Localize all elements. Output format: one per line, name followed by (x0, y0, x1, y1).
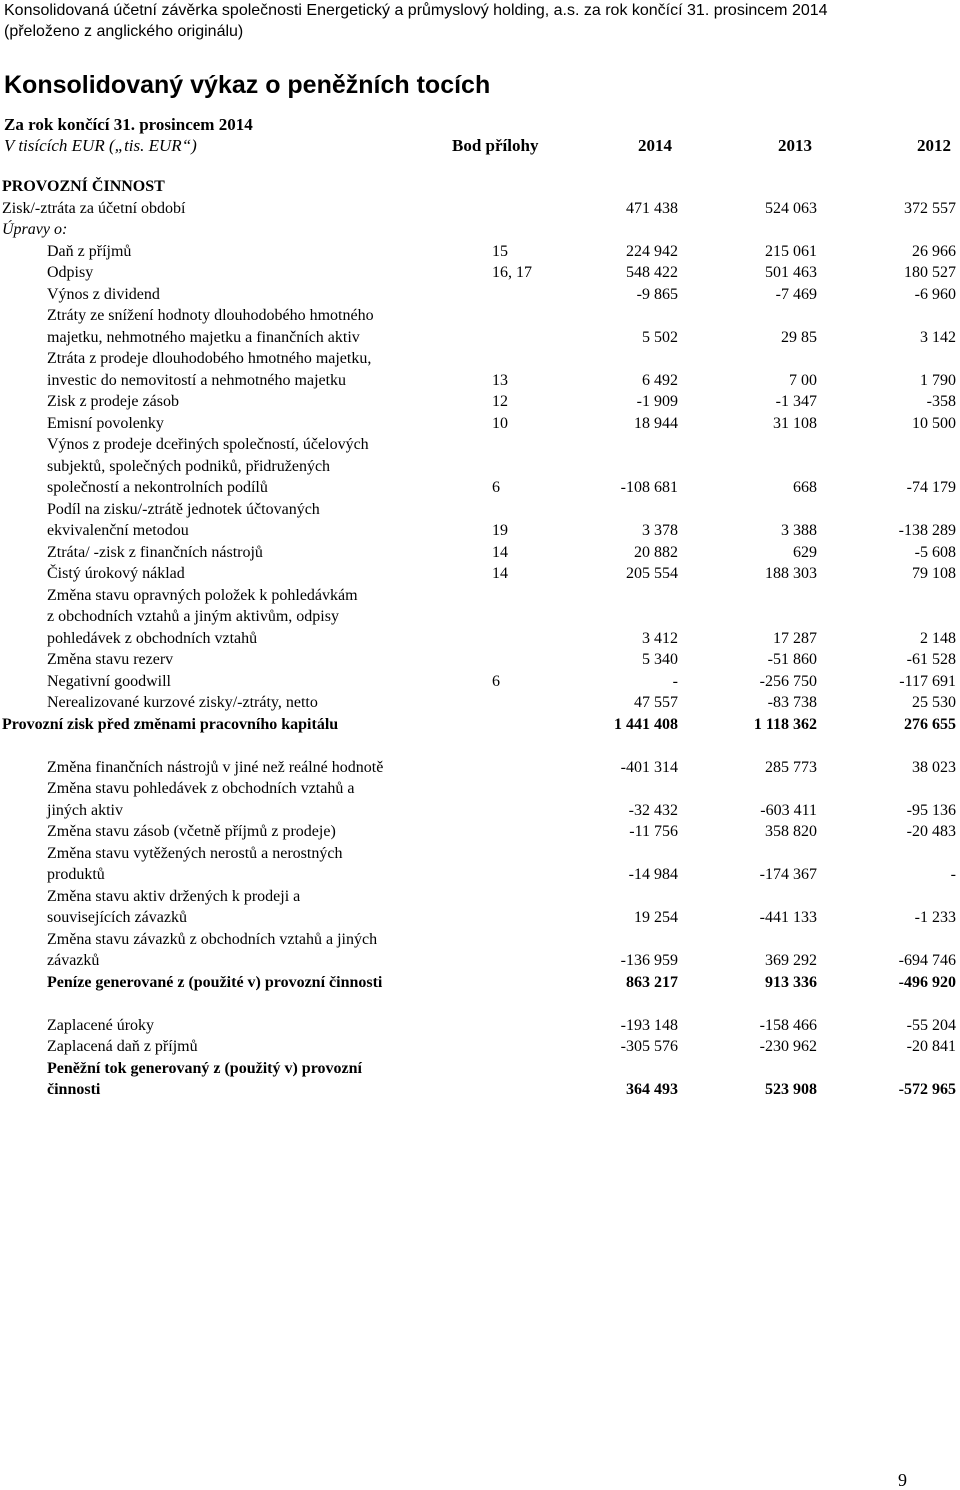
value-2014: -136 959 (620, 952, 678, 969)
value-2012: 25 530 (912, 694, 956, 711)
value-2013: 501 463 (765, 264, 817, 281)
value-2014: 18 944 (634, 414, 678, 432)
value-2012: - (950, 866, 956, 883)
row-label: Ztráta z prodeje dlouhodobého hmotného majetku, (47, 350, 372, 367)
value-2013: 7 00 (789, 371, 817, 389)
value-2012: 79 108 (912, 565, 956, 582)
value-2013: 215 061 (765, 242, 817, 260)
row-label: závazků (47, 952, 100, 969)
row-label: subjektů, společných podniků, přidružených (47, 457, 331, 475)
value-2012: -358 (926, 393, 956, 410)
value-2014: 6 492 (642, 371, 678, 389)
row-label: souvisejících závazků (47, 909, 187, 926)
row-note-ref: 6 (492, 672, 500, 690)
value-2012: -74 179 (906, 479, 956, 496)
row-label: investic do nemovitostí a nehmotného majetku (47, 371, 347, 389)
value-2012: 372 557 (904, 199, 956, 217)
table-row (0, 284, 960, 306)
table-row (0, 972, 960, 994)
value-2012: 26 966 (912, 242, 956, 260)
value-2012: -5 608 (914, 543, 956, 561)
table-row (0, 370, 960, 392)
row-note-ref: 15 (492, 242, 508, 260)
table-row (0, 1079, 960, 1101)
table-row (0, 778, 960, 800)
value-2013: -83 738 (767, 694, 817, 711)
value-2013: 188 303 (765, 565, 817, 582)
value-2012: -117 691 (899, 672, 956, 690)
value-2014: -1 909 (636, 393, 678, 410)
table-row (0, 671, 960, 693)
value-2014: 364 493 (626, 1081, 678, 1098)
row-note-ref: 13 (492, 371, 508, 389)
table-row (0, 821, 960, 843)
value-2012: 10 500 (912, 414, 956, 432)
value-2013: -1 347 (775, 393, 817, 410)
table-row (0, 499, 960, 521)
row-note-ref: 10 (492, 414, 508, 432)
column-header-2013: 2013 (778, 136, 812, 155)
table-row (0, 649, 960, 671)
row-label: Peníze generované z (použité v) provozní činnosti (47, 973, 383, 991)
row-note-ref: 12 (492, 393, 508, 410)
value-2013: 523 908 (765, 1081, 817, 1098)
value-2014: -14 984 (628, 866, 678, 883)
value-2013: -441 133 (759, 909, 817, 926)
row-label: Změna finančních nástrojů v jiné než reálné hodnotě (47, 758, 384, 776)
row-label: Daň z příjmů (47, 242, 132, 260)
row-note-ref: 14 (492, 543, 508, 561)
value-2014: 5 502 (642, 328, 678, 346)
table-row (0, 1058, 960, 1080)
value-2012: 38 023 (912, 758, 956, 776)
value-2014: 19 254 (634, 909, 678, 926)
row-label: Negativní goodwill (47, 672, 171, 690)
table-row (0, 886, 960, 908)
table-row (0, 219, 960, 241)
row-label: Změna stavu opravných položek k pohledávkám (47, 586, 358, 604)
row-label: ekvivalenční metodou (47, 522, 189, 539)
row-label: majetku, nehmotného majetku a finančních aktiv (47, 328, 360, 346)
value-2012: -6 960 (914, 285, 956, 303)
table-row (0, 864, 960, 886)
value-2013: -230 962 (759, 1038, 817, 1055)
value-2014: -11 756 (629, 823, 678, 840)
value-2012: 3 142 (920, 328, 956, 346)
value-2014: -9 865 (636, 285, 678, 303)
table-row (0, 477, 960, 499)
table-row (0, 434, 960, 456)
row-label: Peněžní tok generovaný z (použitý v) provozní (47, 1059, 362, 1077)
row-label: jiných aktiv (47, 801, 123, 819)
row-note-ref: 16, 17 (492, 264, 532, 281)
value-2012: 276 655 (904, 715, 956, 733)
value-2013: 913 336 (765, 973, 817, 991)
table-row (0, 929, 960, 951)
table-row (0, 241, 960, 263)
value-2014: -401 314 (620, 758, 678, 776)
value-2013: -51 860 (767, 651, 817, 668)
row-label: Změna stavu zásob (včetně příjmů z prodeje) (47, 823, 336, 840)
row-label: Zaplacená daň z příjmů (47, 1038, 198, 1055)
value-2013: 358 820 (765, 823, 817, 840)
table-row (0, 692, 960, 714)
row-label: Zisk/-ztráta za účetní období (2, 199, 186, 217)
value-2013: 629 (793, 543, 817, 561)
row-label: společností a nekontrolních podílů (47, 479, 268, 496)
row-label: Změna stavu pohledávek z obchodních vztahů a (47, 780, 355, 797)
value-2014: 3 412 (642, 629, 678, 647)
row-label: Ztráty ze snížení hodnoty dlouhodobého hmotného (47, 307, 374, 324)
table-row (0, 735, 960, 757)
value-2014: 20 882 (634, 543, 678, 561)
table-row (0, 198, 960, 220)
value-2012: -496 920 (898, 973, 956, 991)
value-2014: 205 554 (626, 565, 678, 582)
value-2014: 5 340 (642, 651, 678, 668)
value-2013: 29 85 (781, 328, 817, 346)
value-2014: -32 432 (628, 801, 678, 819)
row-label: produktů (47, 866, 105, 883)
value-2012: -55 204 (906, 1016, 956, 1034)
page-title: Konsolidovaný výkaz o peněžních tocích (4, 71, 491, 99)
value-2014: -193 148 (620, 1016, 678, 1034)
value-2013: -7 469 (775, 285, 817, 303)
table-row (0, 714, 960, 736)
row-label: z obchodních vztahů a jiným aktivům, odpisy (47, 608, 339, 625)
document-header (4, 0, 828, 42)
table-row (0, 1036, 960, 1058)
value-2012: -61 528 (906, 651, 956, 668)
value-2014: 548 422 (626, 264, 678, 281)
table-row (0, 950, 960, 972)
row-label: Změna stavu rezerv (47, 651, 174, 668)
value-2014: -108 681 (620, 479, 678, 496)
value-2014: 3 378 (642, 522, 678, 539)
column-header-note: Bod přílohy (452, 136, 539, 155)
value-2012: -20 841 (906, 1038, 956, 1055)
table-row (0, 413, 960, 435)
row-label: Čistý úrokový náklad (47, 565, 185, 582)
table-row (0, 563, 960, 585)
table-row (0, 1015, 960, 1037)
value-2012: -20 483 (906, 823, 956, 840)
row-label: Ztráta/ -zisk z finančních nástrojů (47, 543, 263, 561)
row-label: Úpravy o: (2, 221, 68, 238)
value-2014: 224 942 (626, 242, 678, 260)
value-2014: 47 557 (634, 694, 678, 711)
table-row (0, 348, 960, 370)
value-2014: 471 438 (626, 199, 678, 217)
table-row (0, 843, 960, 865)
value-2014: 863 217 (626, 973, 678, 991)
value-2013: 1 118 362 (753, 715, 817, 733)
value-2013: -603 411 (760, 801, 817, 819)
row-label: Výnos z prodeje dceřiných společností, účelových (47, 436, 369, 453)
row-label: Podíl na zisku/-ztrátě jednotek účtovaných (47, 500, 320, 518)
header-line-1: Konsolidovaná účetní závěrka společnosti Energetický a průmyslový holding, a.s. za rok končící 31. prosincem 2014 (4, 2, 828, 19)
value-2013: -174 367 (759, 866, 817, 883)
table-row (0, 391, 960, 413)
table-row (0, 628, 960, 650)
value-2012: -1 233 (914, 909, 956, 926)
row-label: PROVOZNÍ ČINNOST (2, 178, 165, 195)
row-label: Změna stavu aktiv držených k prodeji a (47, 887, 301, 905)
row-note-ref: 14 (492, 565, 508, 582)
table-row (0, 907, 960, 929)
value-2013: 369 292 (765, 952, 817, 969)
value-2014: - (672, 672, 678, 690)
value-2012: -95 136 (906, 801, 956, 819)
value-2013: 285 773 (765, 758, 817, 776)
table-row (0, 542, 960, 564)
table-row (0, 757, 960, 779)
value-2013: -256 750 (759, 672, 817, 690)
table-row (0, 993, 960, 1015)
table-row (0, 520, 960, 542)
value-2013: -158 466 (759, 1016, 817, 1034)
value-2012: -138 289 (898, 522, 956, 539)
period-subtitle: Za rok končící 31. prosincem 2014 (4, 115, 253, 134)
row-label: Zisk z prodeje zásob (47, 393, 179, 410)
value-2012: -694 746 (898, 952, 956, 969)
value-2013: 524 063 (765, 199, 817, 217)
value-2014: -305 576 (620, 1038, 678, 1055)
table-row (0, 585, 960, 607)
table-row (0, 305, 960, 327)
column-header-2012: 2012 (917, 136, 951, 155)
row-label: činnosti (47, 1081, 101, 1098)
row-label: Zaplacené úroky (47, 1016, 155, 1034)
value-2013: 668 (793, 479, 817, 496)
row-note-ref: 6 (492, 479, 500, 496)
value-2012: 1 790 (920, 371, 956, 389)
table-row (0, 327, 960, 349)
row-note-ref: 19 (492, 522, 508, 539)
row-label: Emisní povolenky (47, 414, 164, 432)
value-2012: 2 148 (920, 629, 956, 647)
page-number: 9 (898, 1470, 907, 1490)
row-label: Změna stavu vytěžených nerostů a nerostných (47, 844, 343, 862)
row-label: pohledávek z obchodních vztahů (47, 629, 258, 647)
row-label: Nerealizované kurzové zisky/-ztráty, netto (47, 694, 318, 711)
table-row (0, 456, 960, 478)
value-2012: 180 527 (904, 264, 956, 281)
value-2014: 1 441 408 (614, 715, 678, 733)
table-row (0, 176, 960, 198)
value-2013: 17 287 (773, 629, 817, 647)
row-label: Provozní zisk před změnami pracovního kapitálu (2, 715, 339, 733)
cash-flow-table (0, 176, 960, 1101)
row-label: Změna stavu závazků z obchodních vztahů a jiných (47, 930, 378, 948)
row-label: Odpisy (47, 264, 94, 281)
value-2013: 31 108 (773, 414, 817, 432)
value-2013: 3 388 (781, 522, 817, 539)
table-row (0, 262, 960, 284)
units-label: V tisících EUR („tis. EUR“) (4, 136, 197, 155)
table-row (0, 800, 960, 822)
row-label: Výnos z dividend (47, 285, 160, 303)
value-2012: -572 965 (898, 1081, 956, 1098)
table-row (0, 606, 960, 628)
column-header-2014: 2014 (638, 136, 672, 155)
header-line-2: (přeloženo z anglického originálu) (4, 23, 244, 40)
